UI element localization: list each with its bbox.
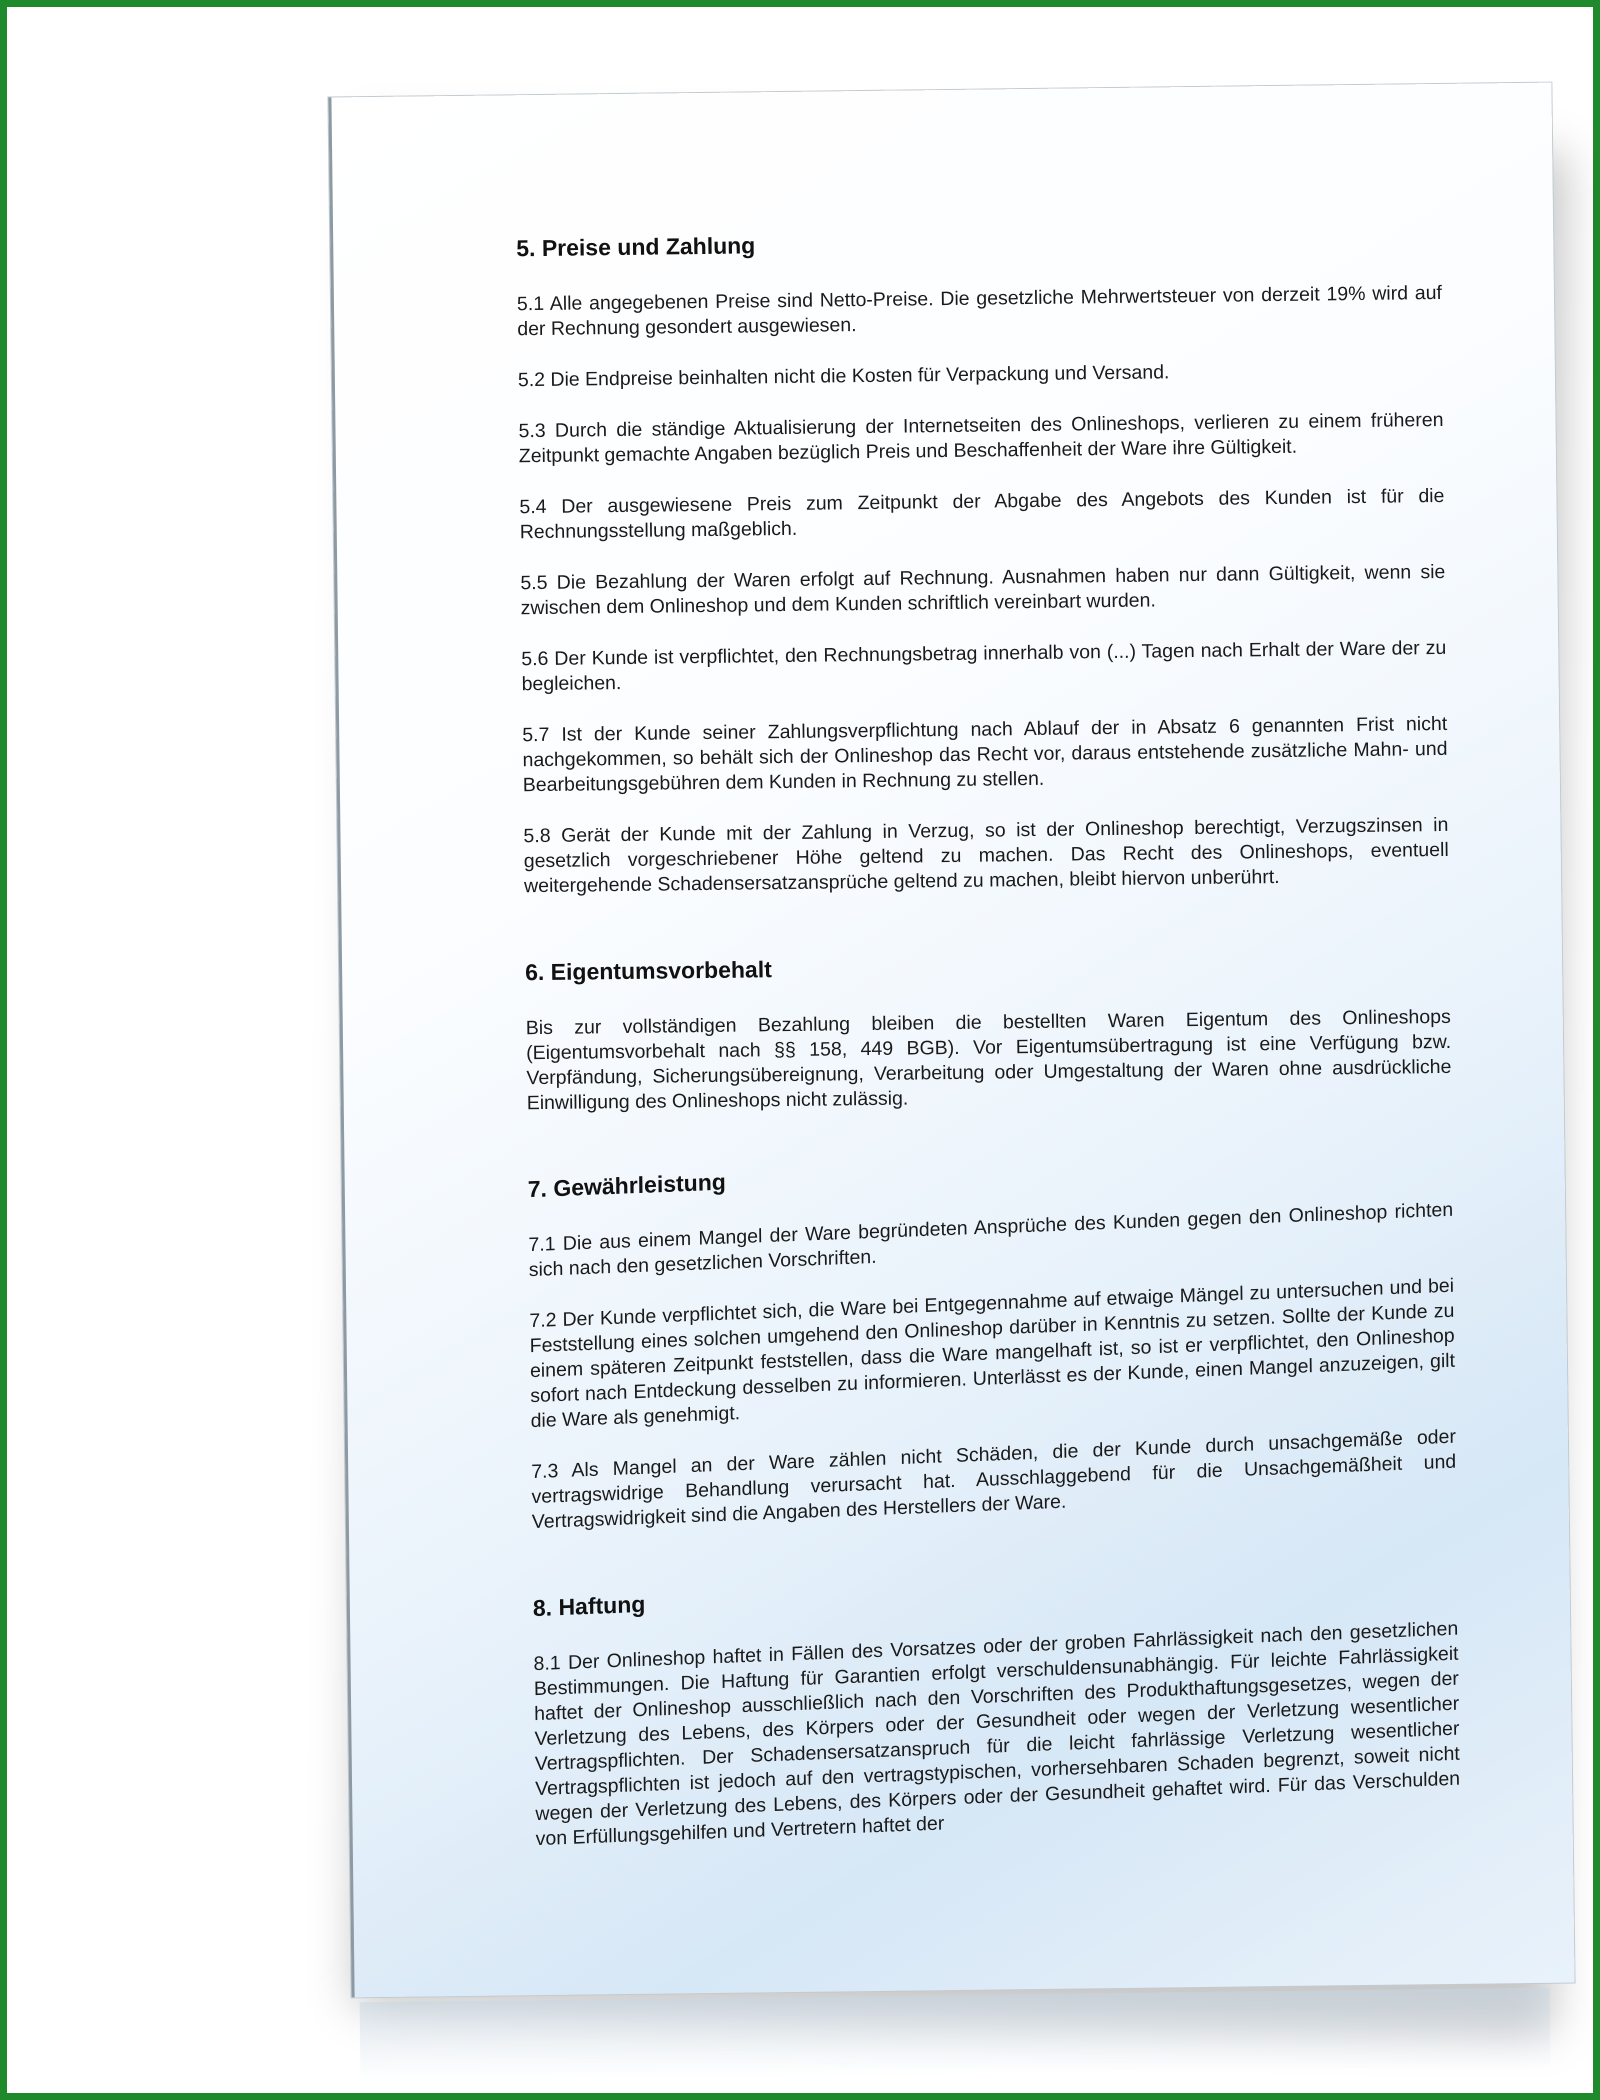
paragraph-5-6: 5.6 Der Kunde ist verpflichtet, den Rechnungsbetrag innerhalb von (...) Tagen nach Erhalt der Ware der zu begleichen.	[521, 636, 1447, 696]
paragraph-5-1: 5.1 Alle angegebenen Preise sind Netto-Preise. Die gesetzliche Mehrwertsteuer von derzeit 19% wird auf der Rechnung gesondert ausgewiesen.	[516, 281, 1443, 341]
paragraph-6: Bis zur vollständigen Bezahlung bleiben die bestellten Waren Eigentum des Onlineshops (Eigentumsvorbehalt nach §§ 158, 449 BGB). Vor Eigentumsübertragung ist eine Verfügung bzw. Verpfändung, Sicherungsübereignung, Verarbeitung oder Umgestaltung der Waren ohne ausdrückliche Einwilligung des Onlineshops nicht zulässig.	[525, 1005, 1452, 1115]
document-page	[328, 83, 1574, 1998]
paragraph-5-8: 5.8 Gerät der Kunde mit der Zahlung in Verzug, so ist der Onlineshop berechtigt, Verzugszinsen in gesetzlich vorgeschriebener Höhe geltend zu machen. Das Recht des Onlineshops, eventuell weitergehende Schadensersatzansprüche geltend zu machen, bleibt hiervon unberührt.	[523, 813, 1449, 898]
section-eigentumsvorbehalt	[525, 948, 1452, 1116]
paragraph-5-7: 5.7 Ist der Kunde seiner Zahlungsverpflichtung nach Ablauf der in Absatz 6 genannten Frist nicht nachgekommen, so behält sich der Onlineshop das Recht vor, daraus entstehende zusätzliche Mahn- und Bearbeitungsgebühren dem Kunden in Rechnung zu stellen.	[522, 712, 1448, 797]
section-title: 6. Eigentumsvorbehalt	[524, 956, 772, 986]
paragraph-7-1: 7.1 Die aus einem Mangel der Ware begründeten Ansprüche des Kunden gegen den Onlineshop richten sich nach den gesetzlichen Vorschriften.	[528, 1198, 1454, 1282]
section-preise-und-zahlung	[516, 224, 1449, 899]
section-title: 7. Gewährleistung	[527, 1168, 726, 1203]
paragraph-8-1: 8.1 Der Onlineshop haftet in Fällen des Vorsatzes oder der groben Fahrlässigkeit nach den gesetzlichen Bestimmungen. Die Haftung für Garantien erfolgt verschuldensunabhängig. Für leichte Fahrlässigkeit haftet der Onlineshop ausschließlich nach den Vorschriften des Produkthaftungsgesetzes, wegen der Verletzung des Lebens, des Körpers oder der Gesundheit oder wegen der Verletzung wesentlicher Vertragspflichten. Der Schadensersatzanspruch für die leicht fahrlässige Verletzung wesentlicher Vertragspflichten ist jedoch auf den vertragstypischen, vorhersehbaren Schaden begrenzt, soweit nicht wegen der Verletzung des Lebens, des Körpers oder der Gesundheit gehaftet wird. Für das Verschulden von Erfüllungsgehilfen und Vertretern haftet der	[533, 1617, 1461, 1851]
paragraph-5-5: 5.5 Die Bezahlung der Waren erfolgt auf Rechnung. Ausnahmen haben nur dann Gültigkeit, wenn sie zwischen dem Onlineshop und dem Kunden schriftlich vereinbart wurden.	[520, 560, 1446, 620]
section-title: 8. Haftung	[532, 1590, 646, 1622]
section-haftung	[533, 1560, 1461, 1853]
paragraph-5-2: 5.2 Die Endpreise beinhalten nicht die Kosten für Verpackung und Versand.	[517, 361, 1170, 392]
document-content	[516, 224, 1461, 1912]
paragraph-7-2: 7.2 Der Kunde verpflichtet sich, die Ware bei Entgegennahme auf etwaige Mängel zu untersuchen und bei Feststellung eines solchen umgehend den Onlineshop darüber in Kenntnis zu setzen. Sollte der Kunde zu einem späteren Zeitpunkt feststellen, dass die Ware mangelhaft ist, so ist er verpflichtet, den Onlineshop sofort nach Entdeckung desselben zu informieren. Unterlässt es der Kunde, einen Mangel anzuzeigen, gilt die Ware als genehmigt.	[529, 1274, 1456, 1433]
section-gewaehrleistung	[528, 1141, 1457, 1535]
page-reflection	[360, 1988, 1551, 2083]
section-title: 5. Preise und Zahlung	[516, 232, 756, 262]
paragraph-5-3: 5.3 Durch die ständige Aktualisierung der Internetseiten des Onlineshops, verlieren zu einem früheren Zeitpunkt gemachte Angaben bezüglich Preis und Beschaffenheit der Ware ihre Gültigkeit.	[518, 408, 1444, 468]
paragraph-7-3: 7.3 Als Mangel an der Ware zählen nicht Schäden, die der Kunde durch unsachgemäße oder vertragswidrige Behandlung verursacht hat. Ausschlaggebend für die Unsachgemäßheit und Vertragswidrigkeit sind die Angaben des Herstellers der Ware.	[531, 1425, 1457, 1534]
paragraph-5-4: 5.4 Der ausgewiesene Preis zum Zeitpunkt der Abgabe des Angebots des Kunden ist für die Rechnungsstellung maßgeblich.	[519, 484, 1445, 544]
